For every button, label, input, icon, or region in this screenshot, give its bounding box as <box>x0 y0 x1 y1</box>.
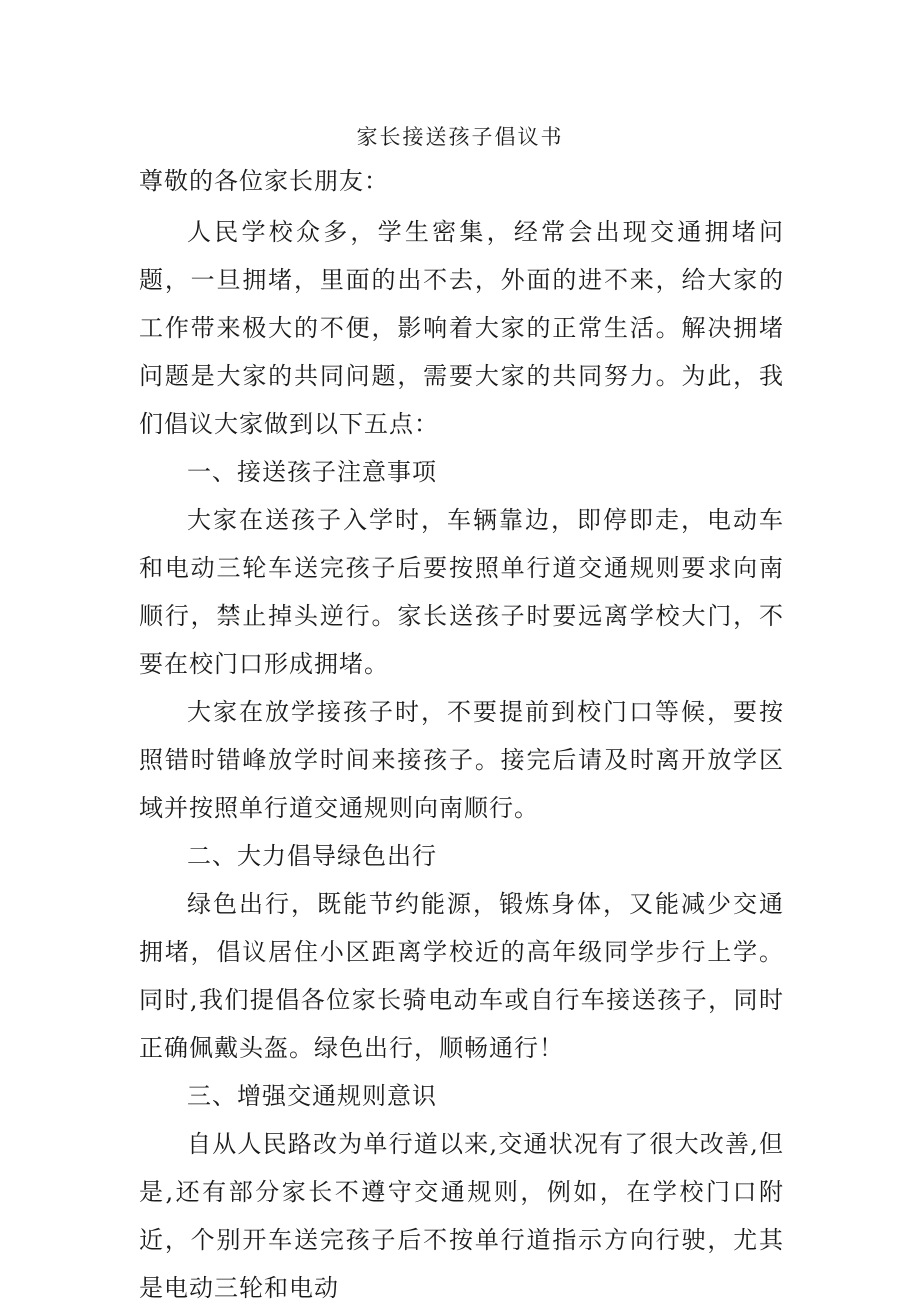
section-heading-3: 三、增强交通规则意识 <box>187 1082 437 1110</box>
paragraph-pickup: 大家在放学接孩子时，不要提前到校门口等候，要按照错时错峰放学时间来接孩子。接完后请及时离开放学区域并按照单行道交通规则向南顺行。 <box>139 698 784 822</box>
section-heading-2: 二、大力倡导绿色出行 <box>187 842 437 870</box>
paragraph-dropoff: 大家在送孩子入学时，车辆靠边，即停即走，电动车和电动三轮车送完孩子后要按照单行道交通规则要求向南顺行，禁止掉头逆行。家长送孩子时要远离学校大门，不要在校门口形成拥堵。 <box>139 506 784 678</box>
paragraph-traffic-rules: 自从人民路改为单行道以来,交通状况有了很大改善,但是,还有部分家长不遵守交通规则，例如，在学校门口附近，个别开车送完孩子后不按单行道指示方向行驶，尤其是电动三轮和电动 <box>139 1130 784 1302</box>
document-body <box>139 208 784 1312</box>
paragraph-intro: 人民学校众多，学生密集，经常会出现交通拥堵问题，一旦拥堵，里面的出不去，外面的进不来，给大家的工作带来极大的不便，影响着大家的正常生活。解决拥堵问题是大家的共同问题，需要大家的共同努力。为此，我们倡议大家做到以下五点： <box>139 218 784 438</box>
document-title: 家长接送孩子倡议书 <box>356 125 564 149</box>
section-heading-1: 一、接送孩子注意事项 <box>187 458 437 486</box>
salutation: 尊敬的各位家长朋友： <box>139 167 389 195</box>
paragraph-green-travel: 绿色出行，既能节约能源，锻炼身体，又能减少交通拥堵，倡议居住小区距离学校近的高年级同学步行上学。同时,我们提倡各位家长骑电动车或自行车接送孩子，同时正确佩戴头盔。绿色出行，顺畅通行！ <box>139 890 784 1062</box>
